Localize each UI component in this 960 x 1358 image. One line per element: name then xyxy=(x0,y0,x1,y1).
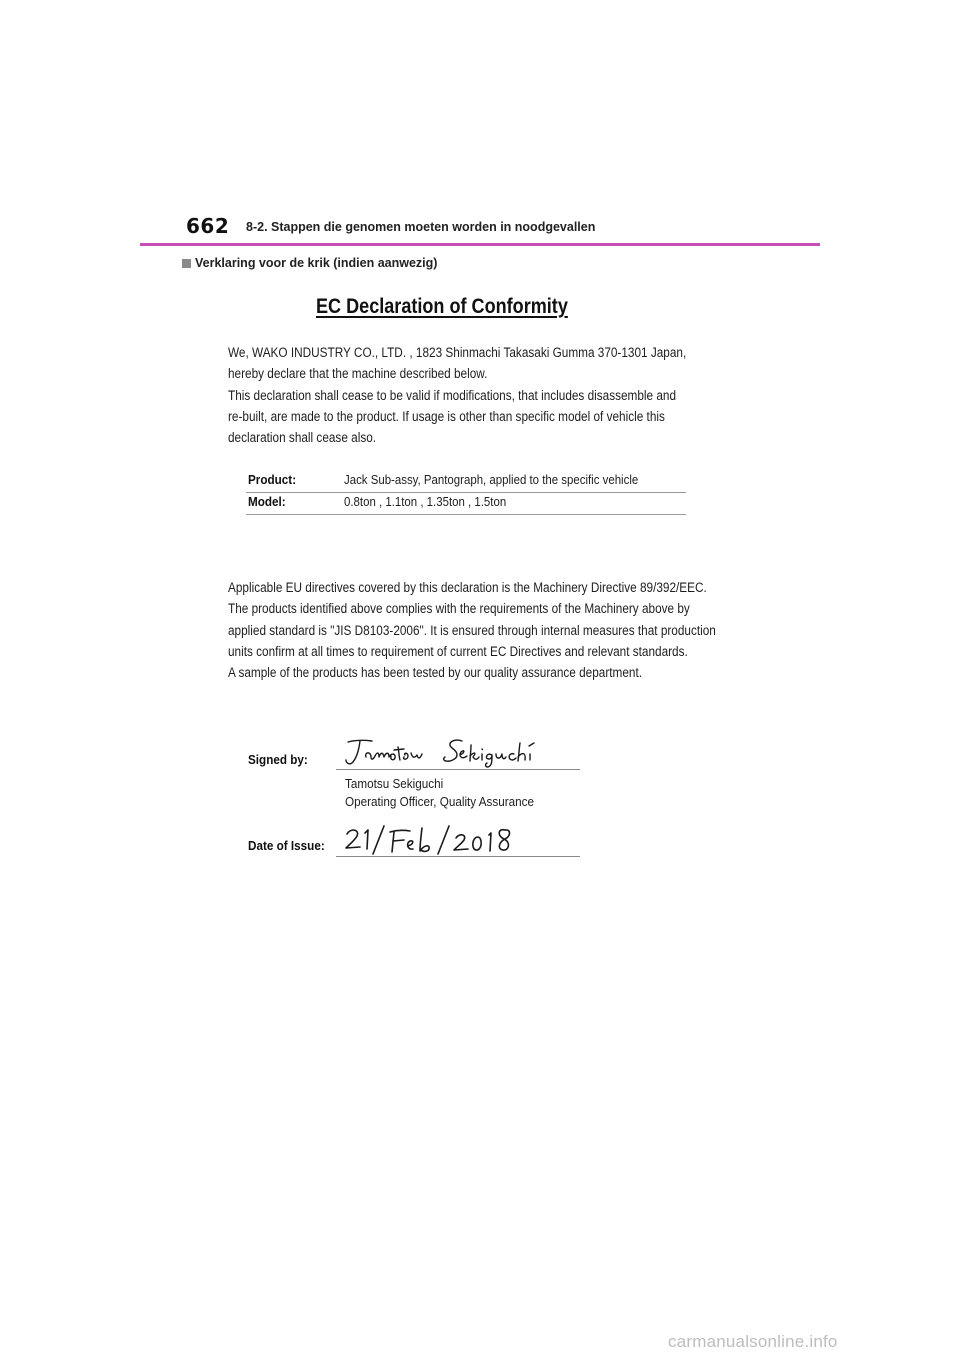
page-number: 662 xyxy=(186,214,230,238)
header-divider xyxy=(140,243,820,246)
model-label: Model: xyxy=(248,494,286,509)
date-line xyxy=(336,856,580,857)
chapter-title: 8-2. Stappen die genomen moeten worden in noodgevallen xyxy=(246,220,596,234)
certificate-title: EC Declaration of Conformity xyxy=(316,295,568,318)
section-heading-text: Verklaring voor de krik (indien aanwezig) xyxy=(195,256,438,270)
watermark-text: carmanualsonline.info xyxy=(668,1332,838,1351)
model-value: 0.8ton , 1.1ton , 1.35ton , 1.5ton xyxy=(344,494,507,509)
intro-line: declaration shall cease also. xyxy=(228,430,377,446)
directive-line: Applicable EU directives covered by this declaration is the Machinery Directive 89/392/EEC. xyxy=(228,580,707,595)
product-value: Jack Sub-assy, Pantograph, applied to the specific vehicle xyxy=(344,472,639,487)
signer-name: Tamotsu Sekiguchi xyxy=(345,776,444,791)
handwritten-date-image xyxy=(342,822,522,858)
certificate-directives xyxy=(228,577,716,683)
date-of-issue-label: Date of Issue: xyxy=(248,838,325,853)
signature-image xyxy=(342,733,542,769)
product-label: Product: xyxy=(248,472,297,487)
intro-line: This declaration shall cease to be valid if modifications, that includes disassemble and xyxy=(228,387,677,403)
signature-line xyxy=(336,769,580,770)
ec-declaration-certificate xyxy=(208,285,748,885)
directive-line: The products identified above complies with the requirements of the Machinery above by xyxy=(228,601,690,617)
signed-by-label: Signed by: xyxy=(248,752,308,767)
certificate-intro xyxy=(228,342,686,448)
product-row xyxy=(246,470,686,493)
intro-line: re-built, are made to the product. If usage is other than specific model of vehicle this xyxy=(228,408,665,424)
model-row xyxy=(246,492,686,515)
signer-position: Operating Officer, Quality Assurance xyxy=(345,794,535,809)
directive-line: A sample of the products has been tested by our quality assurance department. xyxy=(228,665,642,681)
directive-line: applied standard is "JIS D8103-2006". It is ensured through internal measures that production xyxy=(228,622,716,638)
section-heading xyxy=(182,256,437,270)
square-bullet-icon xyxy=(182,259,191,268)
intro-line: We, WAKO INDUSTRY CO., LTD. , 1823 Shinmachi Takasaki Gumma 370-1301 Japan, xyxy=(228,345,687,360)
intro-line: hereby declare that the machine described below. xyxy=(228,366,488,382)
directive-line: units confirm at all times to requirement of current EC Directives and relevant standards. xyxy=(228,643,688,659)
